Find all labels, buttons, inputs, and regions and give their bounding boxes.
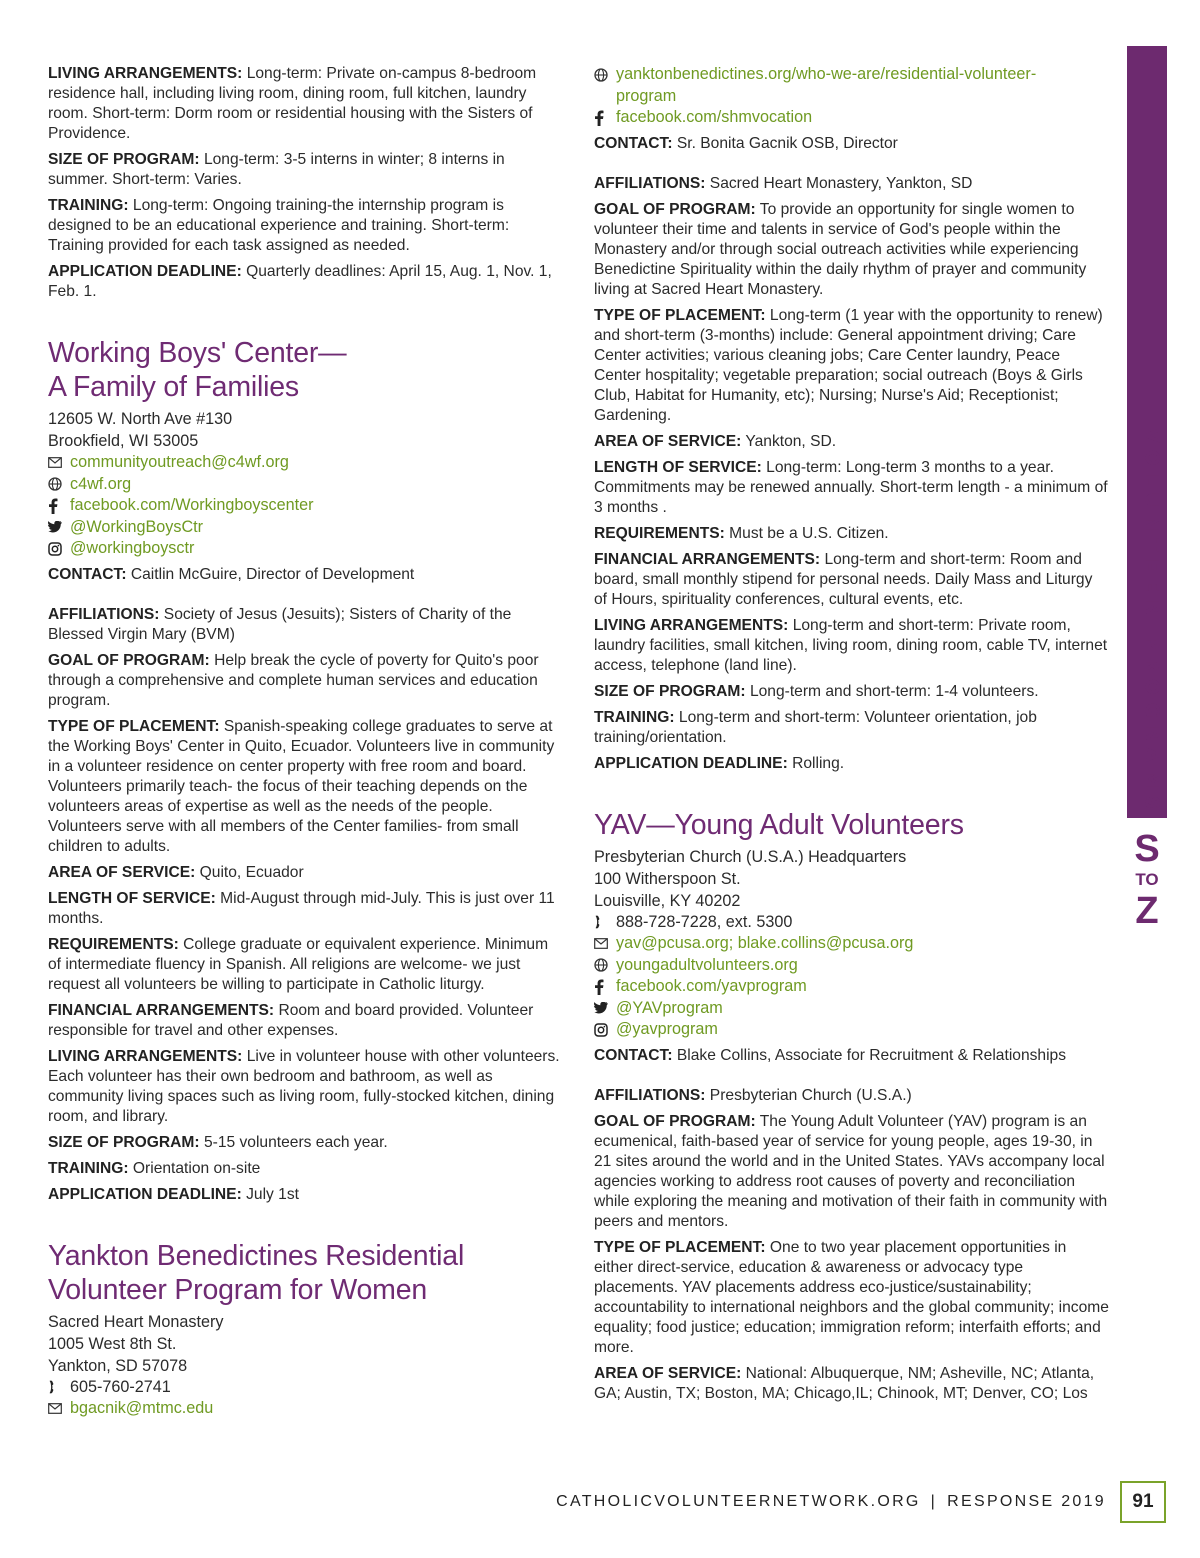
page-number: 91 (1120, 1481, 1166, 1523)
field-value: Long-term and short-term: Private room, laundry facilities, small kitchen, living room, dining room, cable TV, internet access, telephone (land line). (594, 616, 1108, 674)
org-title-yav: YAV—Young Adult Volunteers (594, 808, 964, 841)
field-value: 5-15 volunteers each year. (203, 1133, 388, 1151)
field-label: AREA OF SERVICE: (594, 432, 742, 450)
program-field (48, 717, 563, 857)
program-field (594, 458, 1109, 518)
program-field (594, 200, 1109, 300)
field-value: Spanish-speaking college graduates to serve at the Working Boys' Center in Quito, Ecuador. Volunteers live in community in a volunteer residence on center property with free room and board. Volunteers primarily teach- the focus of their teaching depends on the volunteers areas of expertise as well as the needs of the people. Volunteers serve with all members of the Center families- from small children to adults. (48, 717, 555, 855)
footer-issue: RESPONSE 2019 (947, 1493, 1106, 1510)
left-column (48, 64, 563, 1420)
org-title-line: Yankton Benedictines Residential (48, 1239, 465, 1272)
program-field (48, 863, 563, 883)
website-line (594, 64, 1109, 107)
program-field (48, 935, 563, 995)
page-footer (440, 1493, 1106, 1511)
field-label: FINANCIAL ARRANGEMENTS: (48, 1001, 275, 1019)
phone-icon (48, 1380, 70, 1394)
mail-icon (48, 1403, 70, 1414)
footer-separator: | (930, 1493, 938, 1510)
email-line (48, 1398, 563, 1420)
twitter-line (594, 998, 1109, 1020)
org-title-yankton (48, 1239, 563, 1307)
globe-icon (594, 958, 616, 972)
program-field (48, 1159, 563, 1179)
facebook-icon (48, 498, 70, 514)
field-label: APPLICATION DEADLINE: (48, 1185, 242, 1203)
footer-site: CATHOLICVOLUNTEERNETWORK.ORG (556, 1493, 921, 1510)
website-line (594, 955, 1109, 977)
program-field (48, 196, 563, 256)
previous-program-details (48, 64, 563, 302)
yankton-program-details (594, 174, 1109, 774)
program-field (48, 889, 563, 929)
field-label: AFFILIATIONS: (48, 605, 160, 623)
field-label: SIZE OF PROGRAM: (48, 151, 200, 168)
twitter-line (48, 517, 563, 539)
address-line: 1005 West 8th St. (48, 1334, 177, 1353)
field-label: GOAL OF PROGRAM: (594, 200, 756, 218)
field-value: Sacred Heart Monastery, Yankton, SD (709, 174, 973, 192)
field-value: Live in volunteer house with other volunteers. Each volunteer has their own bedroom and bathroom, as well as community living spaces such as living room, fully-stocked kitchen, dining room, and library. (48, 1047, 560, 1125)
field-value: Help break the cycle of poverty for Quito's poor through a comprehensive and complete human services and education program. (48, 651, 539, 709)
field-value: Rolling. (792, 754, 845, 772)
field-value: The Young Adult Volunteer (YAV) program is an ecumenical, faith-based year of service for young people, ages 19-30, in 21 sites around the world and in the United States. YAVs accompany local agencies working to address root causes of poverty and reconciliation while exploring the meaning and motivation of their faith in community with peers and mentors. (594, 1112, 1108, 1230)
field-label: SIZE OF PROGRAM: (48, 1133, 200, 1151)
address-line: 100 Witherspoon St. (594, 869, 741, 888)
facebook-line (594, 976, 1109, 998)
phone-line (594, 912, 1109, 934)
instagram-icon (594, 1023, 616, 1037)
field-label: LIVING ARRANGEMENTS: (48, 1047, 243, 1065)
program-field (48, 605, 563, 645)
field-value: Mid-August through mid-July. This is just over 11 months. (48, 889, 555, 927)
address-line: Yankton, SD 57078 (48, 1356, 188, 1375)
program-field (48, 651, 563, 711)
field-value: Long-term and short-term: Room and board, small monthly stipend for personal needs. Daily Mass and Liturgy of Hours, spirituality conferences, cultural events, etc. (594, 550, 1093, 608)
wbc-listing (48, 336, 563, 1205)
email-line (594, 933, 1109, 955)
program-field (594, 616, 1109, 676)
field-value: Room and board provided. Volunteer responsible for travel and other expenses. (48, 1001, 534, 1039)
program-field (48, 1185, 563, 1205)
program-field (48, 1047, 563, 1127)
program-field (594, 754, 1109, 774)
field-label: APPLICATION DEADLINE: (594, 754, 788, 772)
program-field (594, 432, 1109, 452)
mail-icon (48, 457, 70, 468)
website-link[interactable]: c4wf.org (70, 474, 132, 493)
website-line (48, 474, 563, 496)
field-value: Presbyterian Church (U.S.A.) (709, 1086, 912, 1104)
field-value: Quarterly deadlines: April 15, Aug. 1, Nov. 1, Feb. 1. (48, 263, 552, 300)
program-field (48, 1133, 563, 1153)
org-title-line: A Family of Families (48, 371, 299, 403)
email-line (48, 452, 563, 474)
facebook-line (594, 107, 1109, 129)
address-line: Presbyterian Church (U.S.A.) Headquarters (594, 847, 907, 866)
instagram-line (594, 1019, 1109, 1041)
program-field (48, 1001, 563, 1041)
program-field (594, 1112, 1109, 1232)
email-link[interactable]: bgacnik@mtmc.edu (70, 1399, 214, 1417)
program-field (594, 306, 1109, 426)
program-field (594, 682, 1109, 702)
facebook-link[interactable]: facebook.com/Workingboyscenter (70, 496, 314, 514)
address-line: Louisville, KY 40202 (594, 891, 741, 910)
field-value: Long-term (1 year with the opportunity to renew) and short-term (3-months) include: General appointment driving; Care Center activities; various cleaning jobs; Care Center laundry, Peace Center hospitality; vegetable preparation; social outreach (Boys & Girls Club, Habitat for Humanity, etc); Nursing; Nurse's Aid; Receptionist; Gardening. (594, 306, 1103, 424)
program-field (594, 550, 1109, 610)
yav-program-details (594, 1086, 1109, 1404)
facebook-icon (594, 979, 616, 995)
section-range-end: Z (1135, 890, 1159, 932)
contact-field (48, 565, 563, 585)
field-label: SIZE OF PROGRAM: (594, 682, 746, 700)
address-line: 12605 W. North Ave #130 (48, 410, 233, 428)
twitter-icon (594, 1002, 616, 1014)
org-title-wbc (48, 336, 563, 404)
contact-value: Blake Collins, Associate for Recruitment & Relationships (676, 1046, 1067, 1064)
field-value: Long-term and short-term: Volunteer orientation, job training/orientation. (594, 708, 1037, 746)
field-value: Quito, Ecuador (199, 863, 304, 881)
field-label: TRAINING: (48, 1159, 129, 1177)
website-link[interactable]: yanktonbenedictines.org/who-we-are/residential-volunteer-program (616, 65, 1037, 105)
program-field (594, 708, 1109, 748)
phone-number[interactable]: 888-728-7228, ext. 5300 (616, 912, 793, 931)
address-line: Sacred Heart Monastery (48, 1312, 224, 1331)
program-field (48, 262, 563, 302)
field-label: GOAL OF PROGRAM: (48, 651, 210, 669)
instagram-icon (48, 542, 70, 556)
contact-value: Sr. Bonita Gacnik OSB, Director (676, 134, 898, 152)
program-field (48, 150, 563, 190)
program-field (594, 524, 1109, 544)
field-value: Yankton, SD. (745, 432, 837, 450)
contact-label: CONTACT: (48, 565, 127, 583)
field-label: LENGTH OF SERVICE: (48, 889, 216, 907)
contact-field (594, 134, 1109, 154)
facebook-link[interactable]: facebook.com/yavprogram (616, 977, 807, 995)
field-label: TYPE OF PLACEMENT: (48, 717, 220, 735)
field-label: GOAL OF PROGRAM: (594, 1112, 756, 1130)
program-field (48, 64, 563, 144)
twitter-link[interactable]: @YAVprogram (616, 998, 723, 1017)
facebook-link[interactable]: facebook.com/shmvocation (616, 108, 813, 126)
field-value: Long-term: Private on-campus 8-bedroom residence hall, including living room, dining room, full kitchen, laundry room. Short-term: Dorm room or residential housing with the Sisters of Providence. (48, 65, 537, 142)
field-value: National: Albuquerque, NM; Asheville, NC; Atlanta, GA; Austin, TX; Boston, MA; Chicago,IL; Chinook, MT; Denver, CO; Los (594, 1364, 1095, 1402)
twitter-link[interactable]: @WorkingBoysCtr (70, 517, 204, 536)
field-label: TRAINING: (48, 197, 129, 214)
field-label: AFFILIATIONS: (594, 174, 706, 192)
field-value: July 1st (246, 1185, 299, 1203)
twitter-icon (48, 521, 70, 533)
program-field (594, 1086, 1109, 1106)
field-label: LIVING ARRANGEMENTS: (594, 616, 789, 634)
field-label: FINANCIAL ARRANGEMENTS: (594, 550, 821, 568)
facebook-line (48, 495, 563, 517)
field-label: TRAINING: (594, 708, 675, 726)
field-value: Society of Jesus (Jesuits); Sisters of Charity of the Blessed Virgin Mary (BVM) (48, 605, 512, 643)
field-label: REQUIREMENTS: (594, 524, 725, 542)
contact-value: Caitlin McGuire, Director of Development (130, 565, 415, 583)
field-label: AFFILIATIONS: (594, 1086, 706, 1104)
field-value: Must be a U.S. Citizen. (729, 524, 889, 542)
field-value: Long-term: Long-term 3 months to a year. Commitments may be renewed annually. Short-term length - a minimum of 3 months . (594, 458, 1108, 516)
instagram-link[interactable]: @yavprogram (616, 1020, 718, 1038)
field-value: College graduate or equivalent experience. Minimum of intermediate fluency in Spanish. All religions are welcome- we just request all volunteers be willing to participate in Catholic liturgy. (48, 935, 549, 993)
address-line: Brookfield, WI 53005 (48, 432, 199, 450)
right-column (594, 64, 1109, 1410)
website-link[interactable]: youngadultvolunteers.org (616, 955, 798, 974)
field-value: Orientation on-site (132, 1159, 261, 1177)
yankton-listing (48, 1239, 563, 1420)
email-link[interactable]: yav@pcusa.org; blake.collins@pcusa.org (616, 934, 914, 952)
field-value: One to two year placement opportunities in either direct-service, education & awareness or advocacy type placements. YAV placements address eco-justice/sustainability; accountability to international neighbors and the global community; income equality; food justice; education; immigration reform; interfaith efforts; and more. (594, 1238, 1109, 1356)
field-value: To provide an opportunity for single women to volunteer their time and talents in service of God's people within the Monastery and/or through social outreach activities while experiencing Benedictine Spirituality within the daily rhythm of prayer and community living at Sacred Heart Monastery. (594, 200, 1087, 298)
globe-icon (48, 477, 70, 491)
field-label: LENGTH OF SERVICE: (594, 458, 762, 476)
phone-icon (594, 915, 616, 929)
section-range-to: TO (1135, 870, 1159, 889)
program-field (594, 1364, 1109, 1404)
contact-label: CONTACT: (594, 1046, 673, 1064)
phone-line (48, 1377, 563, 1399)
contact-field (594, 1046, 1109, 1066)
section-range-start: S (1134, 828, 1160, 870)
wbc-program-details (48, 605, 563, 1205)
field-value: Long-term and short-term: 1-4 volunteers. (749, 682, 1039, 700)
program-field (594, 174, 1109, 194)
field-label: TYPE OF PLACEMENT: (594, 306, 766, 324)
mail-icon (594, 938, 616, 949)
field-value: Long-term: Ongoing training-the internship program is designed to be an educational experience and training. Short-term: Training provided for each task assigned as needed. (48, 197, 510, 254)
facebook-icon (594, 110, 616, 126)
email-link[interactable]: communityoutreach@c4wf.org (70, 453, 289, 471)
section-tab-label: VOLUNTEER PROGRAMS (1141, 428, 1163, 817)
instagram-line (48, 538, 563, 560)
program-field (594, 1238, 1109, 1358)
phone-number[interactable]: 605-760-2741 (70, 1377, 171, 1396)
yankton-listing-continued (594, 64, 1109, 774)
field-value: Long-term: 3-5 interns in winter; 8 interns in summer. Short-term: Varies. (48, 151, 505, 188)
field-label: AREA OF SERVICE: (594, 1364, 742, 1382)
field-label: APPLICATION DEADLINE: (48, 263, 242, 280)
org-title-line: Working Boys' Center— (48, 337, 347, 369)
yav-listing (594, 808, 1109, 1404)
field-label: LIVING ARRANGEMENTS: (48, 65, 243, 82)
field-label: TYPE OF PLACEMENT: (594, 1238, 766, 1256)
field-label: AREA OF SERVICE: (48, 863, 196, 881)
globe-icon (594, 64, 616, 82)
contact-label: CONTACT: (594, 134, 673, 152)
instagram-link[interactable]: @workingboysctr (70, 539, 195, 557)
field-label: REQUIREMENTS: (48, 935, 179, 953)
org-title-line: Volunteer Program for Women (48, 1273, 428, 1306)
